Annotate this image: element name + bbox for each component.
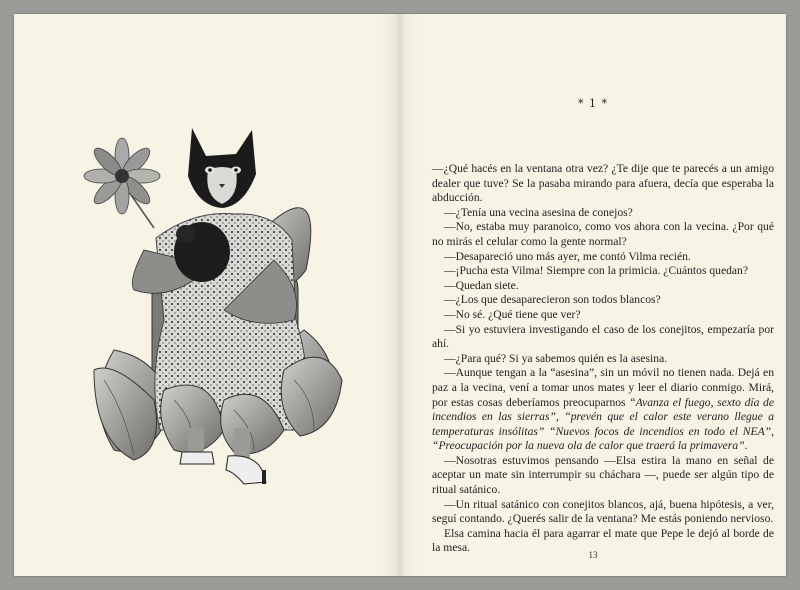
italic-quote: “Avanza el fuego, sexto día de incendios en las sierras” [432, 395, 774, 424]
paragraph [432, 264, 774, 279]
text-run: —No sé. ¿Qué tiene que ver? [444, 307, 581, 321]
text-run: —Aunque tengan a la “asesina”, sin un móvil no tienen nada. Dejá en paz a la vecina, vení a tomar unos mates y leer el diario conmigo. Mirá, por estas cosas deberíamos preocuparnos [432, 366, 774, 409]
paragraph [432, 352, 774, 367]
paragraph [432, 498, 774, 527]
text-run: —Si yo estuviera investigando el caso de los conejitos, empezaría por ahí. [432, 322, 774, 351]
paragraph [432, 162, 774, 206]
text-run: Elsa camina hacia él para agarrar el mate que Pepe le dejó al borde de la mesa. [432, 526, 774, 555]
italic-quote: “Nuevos focos de incendios en todo el NEA” [549, 424, 772, 438]
paragraph [432, 454, 774, 498]
chapter-mark: * 1 * [578, 97, 608, 110]
text-run: , [771, 424, 775, 438]
right-page [400, 14, 786, 576]
text-run: —No, estaba muy paranoico, como vos ahora con la vecina. ¿Por qué no mirás el celular como la gente normal? [432, 220, 774, 248]
text-run: , [555, 410, 565, 424]
text-run: —¿Qué hacés en la ventana otra vez? ¿Te dije que te parecés a un amigo dealer que tuve? Se la pasaba mirando para afuera, decía que esperaba la abducción. [432, 162, 774, 205]
book-spread [14, 14, 786, 576]
text-run: . [744, 439, 748, 453]
text-run: —¿Tenía una vecina asesina de conejos? [444, 205, 633, 219]
chapter-text [432, 162, 774, 556]
paragraph [432, 220, 774, 249]
paragraph [432, 206, 774, 221]
paragraph [432, 308, 774, 323]
paragraph [432, 293, 774, 308]
cat-head-icon [188, 128, 256, 208]
text-run: —¿Los que desaparecieron son todos blancos? [444, 293, 661, 307]
text-run: —Un ritual satánico con conejitos blancos, ajá, buena hipótesis, a ver, seguí contando. ¿Querés salir de la ventana? Me estás poniendo nervioso. [432, 497, 774, 526]
paragraph [432, 250, 774, 265]
text-run: —¡Pucha esta Vilma! Siempre con la primicia. ¿Cuántos quedan? [444, 264, 748, 278]
text-run: —Desapareció uno más ayer, me contó Vilma recién. [444, 249, 691, 263]
page-number: 13 [588, 550, 598, 560]
paragraph [432, 323, 774, 352]
left-page [14, 14, 400, 576]
text-run: —Nosotras estuvimos pensando —Elsa estira la mano en señal de aceptar un mate sin interrumpir su cháchara —, puede ser algún tipo de ritual satánico. [432, 453, 774, 497]
italic-quote: “Preocupación por la nueva ola de calor que traerá la primavera” [432, 439, 745, 453]
italic-quote: “prevén que el calor este verano llegue a temperaturas insólitas” [432, 410, 775, 438]
collage-illustration [74, 110, 344, 502]
flower-icon [84, 138, 160, 228]
paragraph [432, 279, 774, 294]
text-run: —¿Para qué? Si ya sabemos quién es la asesina. [444, 351, 668, 365]
paragraph [432, 366, 774, 454]
text-run: —Quedan siete. [444, 278, 519, 292]
book-gutter [382, 14, 418, 576]
